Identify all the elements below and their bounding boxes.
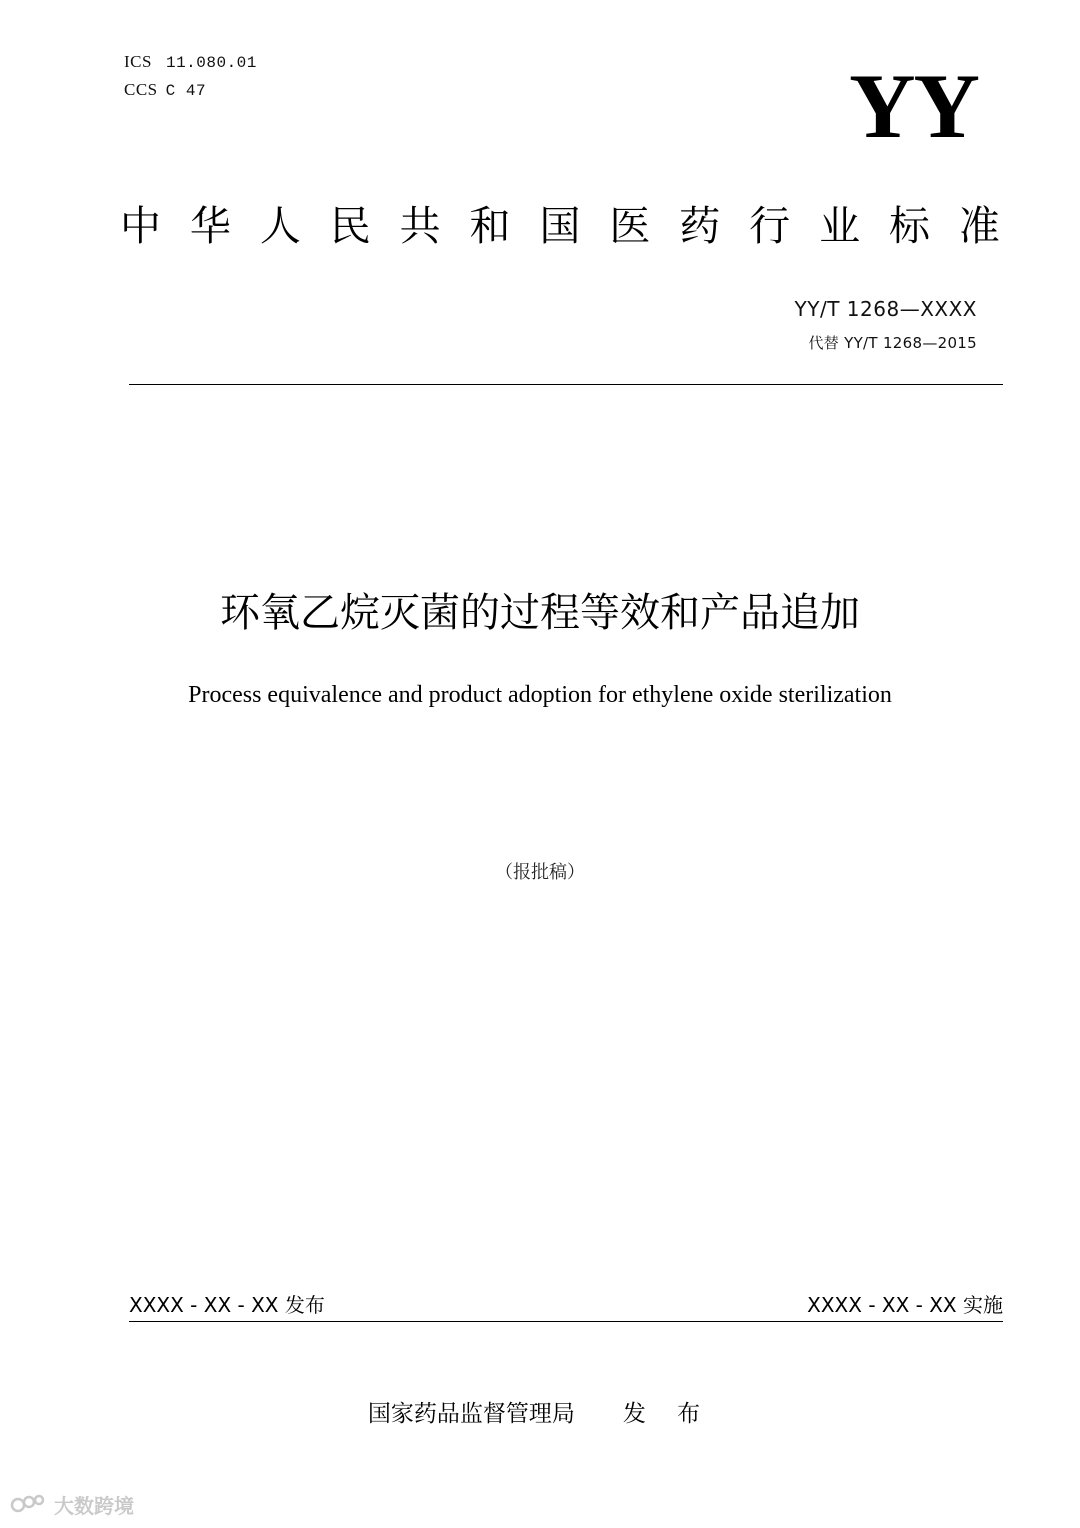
replaces-standard: 代替 YY/T 1268—2015 <box>808 334 977 352</box>
footer-divider <box>129 1321 1003 1322</box>
title-char: 国 <box>539 202 581 250</box>
title-char: 行 <box>749 202 791 250</box>
title-char: 共 <box>399 202 441 250</box>
watermark-logo-icon <box>10 1492 48 1518</box>
standard-number: YY/T 1268—XXXX <box>794 297 977 321</box>
title-char: 准 <box>958 202 1000 250</box>
ccs-label: CCS <box>124 80 158 99</box>
title-char: 华 <box>189 202 231 250</box>
draft-status: （报批稿） <box>495 862 585 883</box>
release-date: XXXX - XX - XX 发布 <box>129 1293 325 1317</box>
title-char: 业 <box>819 202 861 250</box>
ics-label: ICS <box>124 52 152 71</box>
watermark-text: 大数跨境 <box>54 1494 134 1518</box>
document-title-en: Process equivalence and product adoption for ethylene oxide sterilization <box>188 682 892 708</box>
ccs-code: C 47 <box>165 82 207 100</box>
ics-code: 11.080.01 <box>165 54 257 72</box>
title-char: 医 <box>609 202 651 250</box>
title-char: 民 <box>329 202 371 250</box>
ics-classification <box>124 52 257 72</box>
issuer-line <box>0 1395 1080 1428</box>
effective-date: XXXX - XX - XX 实施 <box>807 1293 1003 1317</box>
standard-category-title <box>120 202 1000 250</box>
watermark <box>10 1490 134 1519</box>
title-char: 和 <box>469 202 511 250</box>
issuer-name: 国家药品监督管理局 <box>367 1401 575 1427</box>
title-char: 人 <box>259 202 301 250</box>
issue-action: 发 布 <box>622 1401 713 1427</box>
document-title-cn: 环氧乙烷灭菌的过程等效和产品追加 <box>220 590 860 636</box>
title-char: 标 <box>888 202 930 250</box>
ccs-classification <box>124 80 206 100</box>
header-divider <box>129 384 1003 385</box>
yy-standard-logo: YY <box>849 55 978 157</box>
title-char: 中 <box>120 202 161 250</box>
title-char: 药 <box>679 202 721 250</box>
